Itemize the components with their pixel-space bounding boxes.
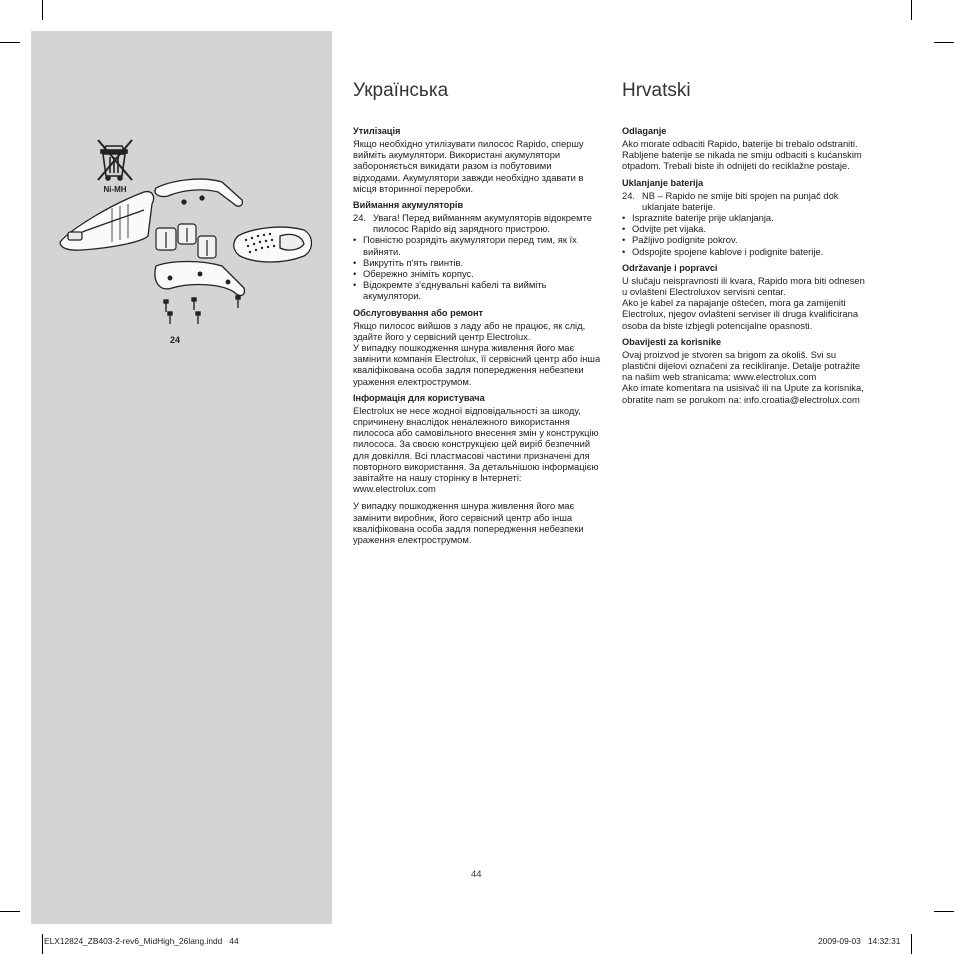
section-heading: Виймання акумуляторів bbox=[353, 200, 464, 211]
section-heading: Обслуговування або ремонт bbox=[353, 307, 484, 318]
list-item: • Повністю розрядіть акумулятори перед тим, як їх вийняти. bbox=[353, 234, 577, 257]
section-title: Українська bbox=[353, 80, 449, 101]
screws bbox=[164, 296, 240, 324]
crop-mark bbox=[911, 934, 912, 954]
step-text: Увага! Перед вийманням акумуляторів відокремте пилосос Rapido від зарядного пристрою. bbox=[373, 212, 592, 235]
service-section bbox=[622, 263, 872, 331]
top-cover bbox=[155, 179, 242, 206]
paragraph: Ako imate komentara na usisivač ili na Upute za korisnika, obratite nam se porukom na: info.croatia@electrolux.com bbox=[622, 382, 864, 405]
user-info-section bbox=[622, 337, 872, 405]
battery-removal-section bbox=[622, 178, 872, 257]
ukrainian-column bbox=[353, 80, 601, 551]
section-title: Hrvatski bbox=[622, 80, 691, 101]
disposal-section bbox=[353, 126, 601, 194]
numbered-step bbox=[622, 190, 872, 212]
timestamp-slug: 2009-09-03 14:32:31 bbox=[818, 936, 901, 946]
section-heading: Утилізація bbox=[353, 126, 401, 136]
crop-mark bbox=[911, 0, 912, 20]
disposal-section bbox=[622, 126, 872, 172]
list-item: • Odspojite spojene kablove i podignite baterije. bbox=[622, 245, 824, 257]
paragraph: Ako je kabel za napajanje oštećen, mora ga zamijeniti Electrolux, njegov ovlašteni serviser ili druga kvalificirana osoba da biste izbjegli potencijalne opasnosti. bbox=[622, 297, 859, 331]
list-item: • Обережно зніміть корпус. bbox=[353, 268, 474, 280]
battery-removal-illustration bbox=[52, 132, 312, 332]
crop-mark bbox=[0, 42, 20, 43]
section-heading: Održavanje i popravci bbox=[622, 262, 718, 273]
paragraph: Electrolux не несе жодної відповідальності за шкоду, спричинену внаслідок неналежного використання пилососа або самовільного внесення змін у конструкцію пилососа. За своєю конструкцією цей виріб безпечний для довкілля. Всі пластмасові частини призначені для повторного використання. За детальнішою інформацією завітайте на нашу сторінку в Інтернеті: www.electrolux.com bbox=[353, 404, 599, 495]
crop-mark bbox=[934, 42, 954, 43]
step-text: NB – Rapido ne smije biti spojen na punjač dok uklanjate baterije. bbox=[642, 189, 839, 212]
crop-mark bbox=[934, 911, 954, 912]
section-heading: Uklanjanje baterija bbox=[622, 177, 704, 188]
file-slug: ELX12824_ZB403-2-rev6_MidHigh_26lang.indd 44 bbox=[44, 936, 239, 946]
lower-housing bbox=[155, 262, 244, 296]
list-item: • Викрутіть п'ять гвинтів. bbox=[353, 256, 464, 268]
paragraph: Якщо необхідно утилізувати пилосос Rapido, спершу вийміть акумулятори. Використані акумулятори забороняється викидати разом із побутовими відходами. Акумулятори завжди необхідно здавати в місця вторинної переробки. bbox=[353, 138, 584, 194]
paragraph: Ako morate odbaciti Rapido, baterije bi trebalo odstraniti. Rabljene baterije se nikada ne smiju odbaciti s kućanskim otpadom. Trebali biste ih odnijeti do reciklažne postaje. bbox=[622, 138, 862, 172]
section-heading: Інформація для користувача bbox=[353, 392, 485, 403]
list-item: • Ispraznite baterije prije uklanjanja. bbox=[622, 212, 774, 224]
paragraph: У випадку пошкодження шнура живлення його має замінити виробник, його сервісний центр або інша кваліфікована особа задля попередження небезпеки ураження електрострумом. bbox=[353, 500, 584, 546]
page-number: 44 bbox=[471, 869, 482, 880]
section-heading: Odlaganje bbox=[622, 126, 667, 136]
numbered-step bbox=[353, 212, 601, 234]
paragraph: U slučaju neispravnosti ili kvara, Rapido mora biti odnesen u ovlašteni Electroluxov servisni centar. bbox=[622, 274, 865, 298]
list-item: • Odvijte pet vijaka. bbox=[622, 223, 706, 235]
battery-pack bbox=[156, 224, 216, 258]
list-item: • Pažljivo podignite pokrov. bbox=[622, 234, 738, 246]
paragraph: Ovaj proizvod je stvoren sa brigom za okoliš. Svi su plastični dijelovi označeni za recikliranje. Detalje potražite na našim web stranicama: www.electrolux.com bbox=[622, 348, 861, 383]
weee-bin-icon bbox=[98, 140, 132, 180]
figure-number: 24 bbox=[170, 335, 181, 345]
paragraph: Якщо пилосос вийшов з ладу або не працює, як слід, здайте його у сервісний центр Electrolux. bbox=[353, 319, 586, 342]
nozzle bbox=[234, 227, 312, 262]
paragraph: У випадку пошкодження шнура живлення його має замінити компанія Electrolux, її сервісний центр або інша кваліфікована особа задля попередження небезпеки ураження електрострумом. bbox=[353, 342, 601, 387]
crop-mark bbox=[0, 911, 20, 912]
service-section bbox=[353, 308, 601, 387]
weee-label: Ni-MH bbox=[103, 185, 127, 194]
user-info-section bbox=[353, 393, 601, 545]
list-item: • Відокремте з'єднувальні кабелі та вийміть акумулятори. bbox=[353, 279, 547, 302]
battery-removal-section bbox=[353, 200, 601, 302]
vacuum-body bbox=[60, 192, 154, 251]
exploded-vacuum-drawing bbox=[52, 132, 312, 332]
step-number: 24. bbox=[353, 212, 367, 224]
crop-mark bbox=[42, 0, 43, 20]
crop-mark bbox=[42, 934, 43, 954]
section-heading: Obavijesti za korisnike bbox=[622, 336, 722, 347]
step-number: 24. bbox=[622, 189, 636, 201]
croatian-column bbox=[622, 80, 872, 411]
